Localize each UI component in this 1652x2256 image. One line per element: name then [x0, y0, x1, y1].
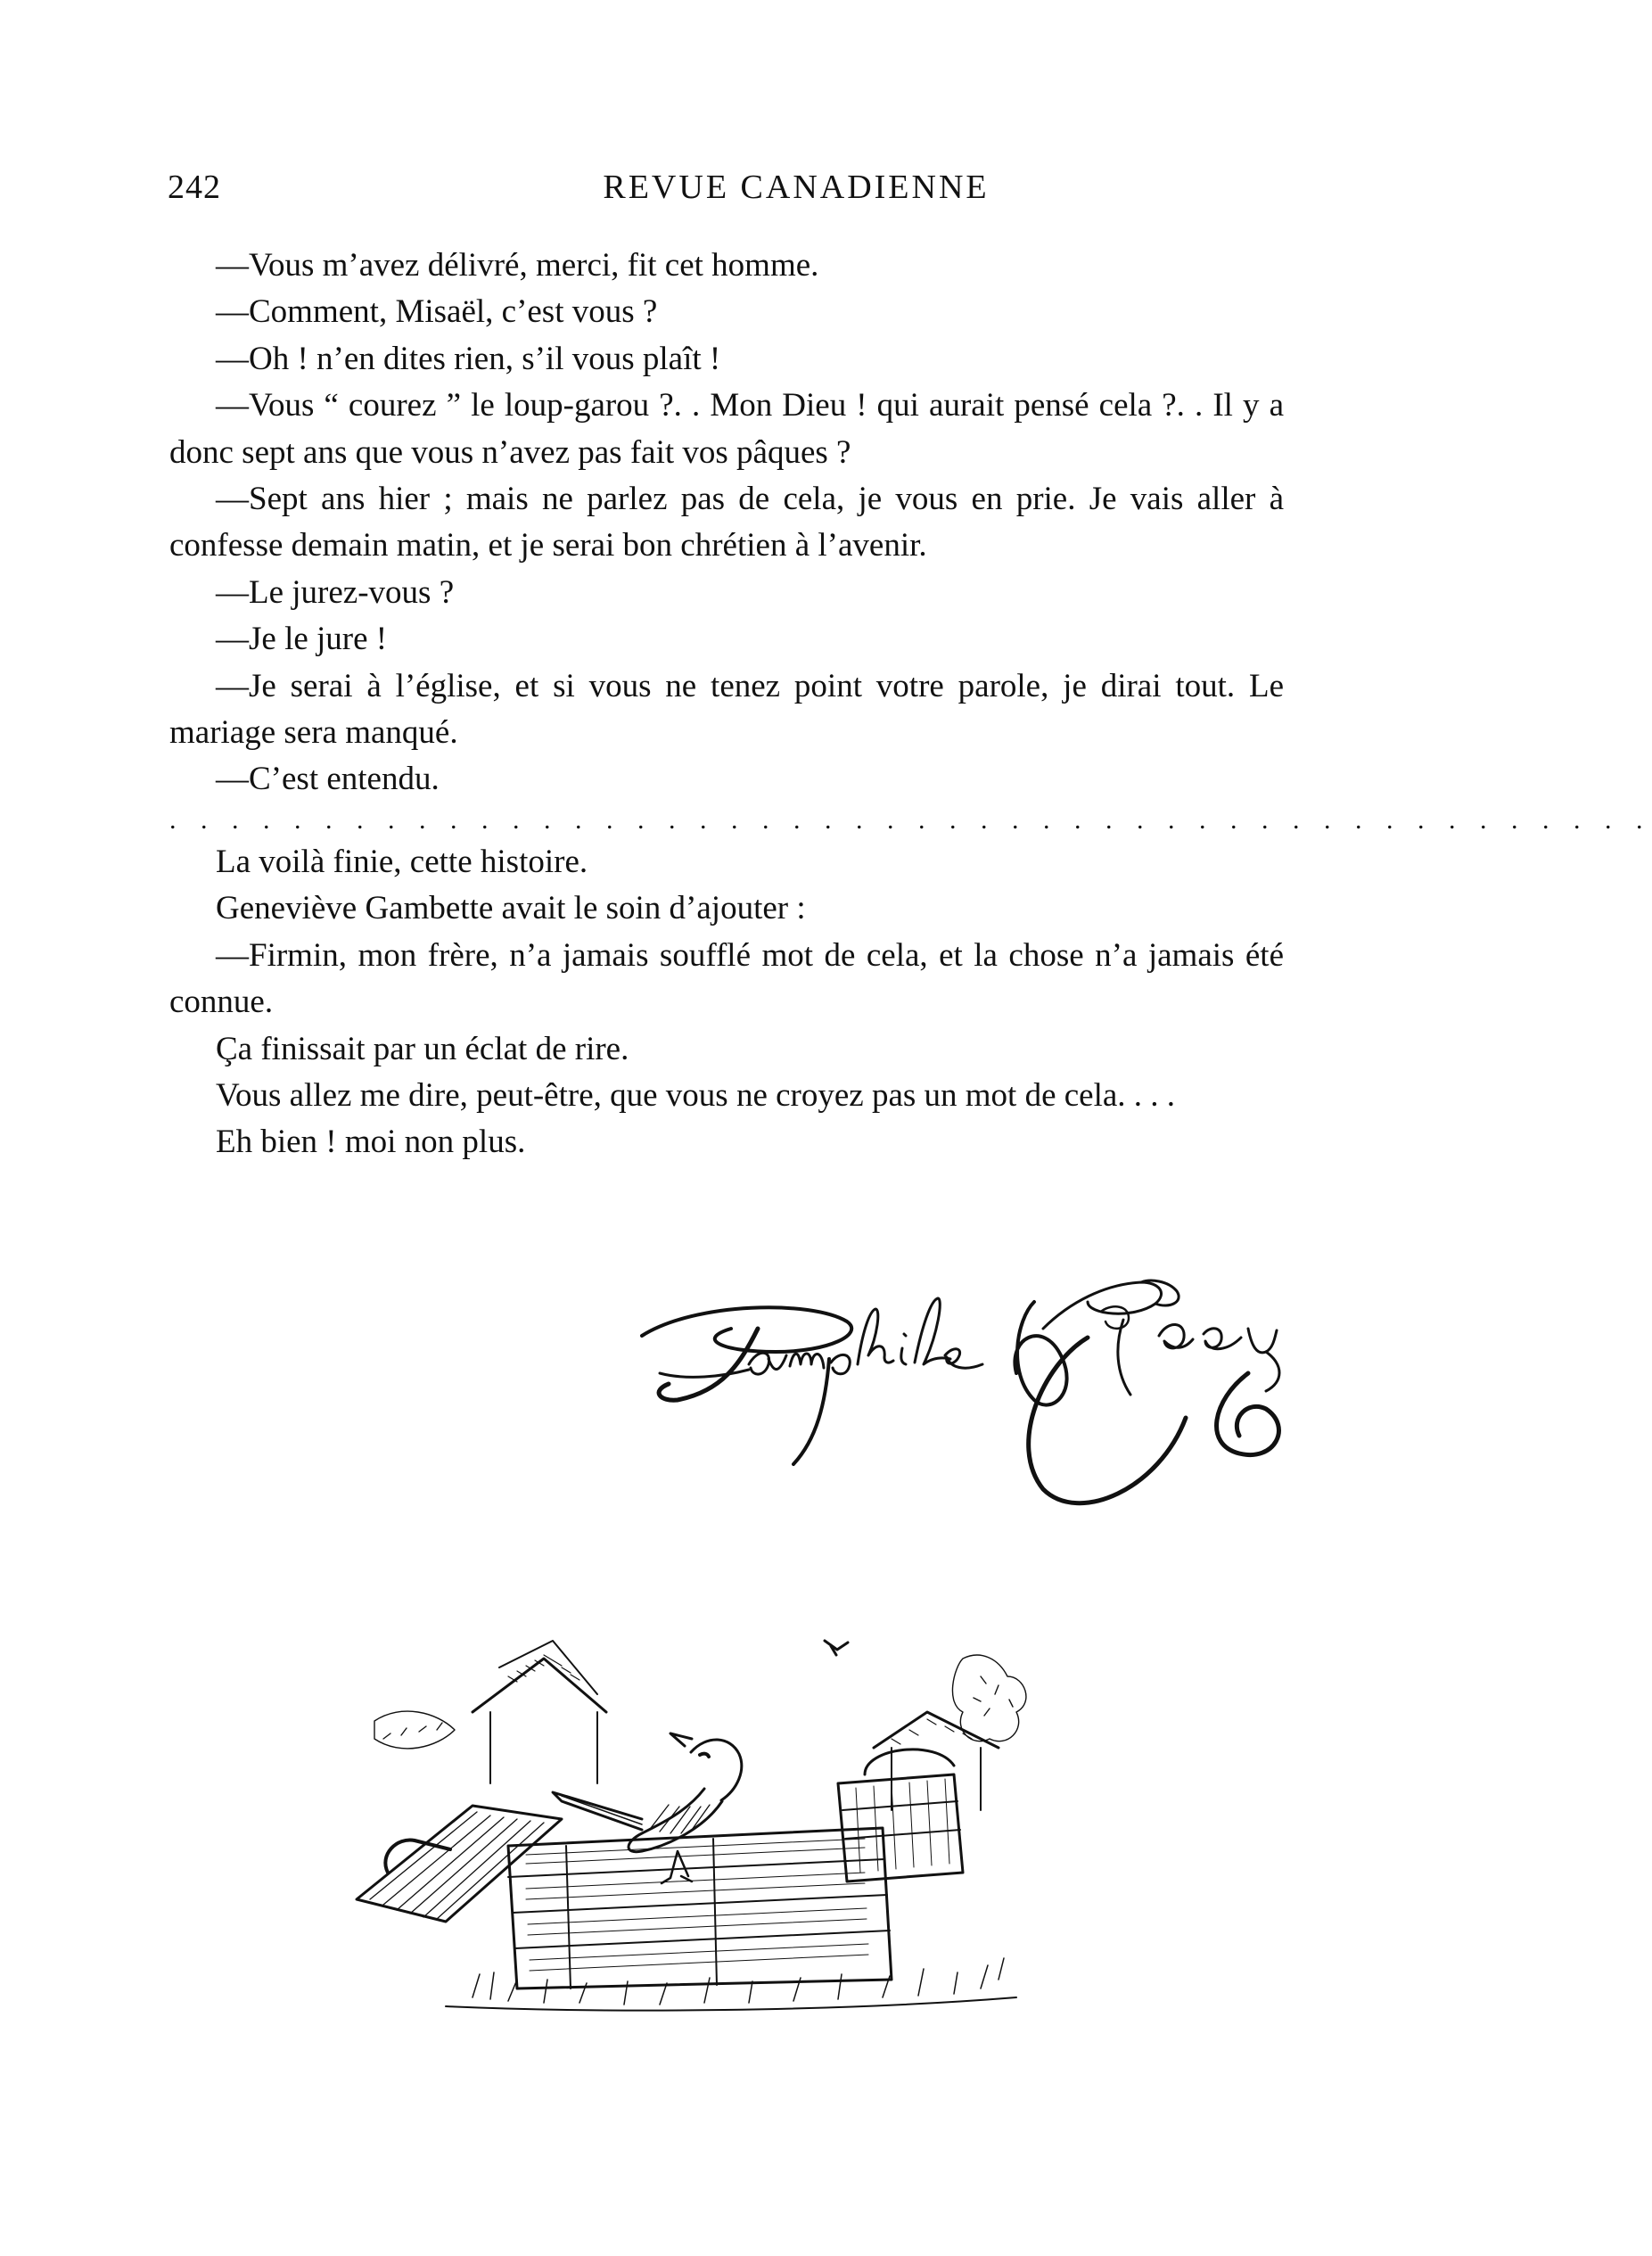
- section-separator: . . . . . . . . . . . . . . . . . . . . . . . . . . . . . . . . . . . . . . . . . . . . . . . .: [169, 804, 1652, 835]
- paragraph: Ça finissait par un éclat de rire.: [216, 1030, 629, 1067]
- page-number: 242: [168, 169, 221, 206]
- running-title: REVUE CANADIENNE: [603, 169, 990, 206]
- paragraph: —Comment, Misaël, c’est vous ?: [216, 293, 658, 331]
- body-text: [169, 243, 1652, 1166]
- paragraph: —Sept ans hier ; mais ne parlez pas de cela, je vous en prie. Je vais aller à confesse demain matin, et je serai bon chrétien à l’avenir.: [169, 481, 1284, 564]
- paragraph: —Le jurez-vous ?: [216, 573, 455, 611]
- paragraph: —Vous “ courez ” le loup-garou ?. . Mon Dieu ! qui aurait pensé cela ?. . Il y a donc sept ans que vous n’avez pas fait vos pâques ?: [169, 387, 1284, 471]
- paragraph: —Je serai à l’église, et si vous ne tenez point votre parole, je dirai tout. Le mariage sera manqué.: [169, 667, 1284, 752]
- paragraph: Vous allez me dire, peut-être, que vous ne croyez pas un mot de cela. . . .: [216, 1076, 1176, 1114]
- paragraph: —C’est entendu.: [216, 761, 440, 798]
- bird-vignette: [339, 1605, 1123, 2015]
- page-header: [168, 168, 1291, 221]
- paragraph: —Je le jure !: [216, 621, 388, 658]
- paragraph: Eh bien ! moi non plus.: [216, 1124, 526, 1161]
- author-signature: [624, 1266, 1302, 1525]
- paragraph: —Firmin, mon frère, n’a jamais soufflé mot de cela, et la chose n’a jamais été connue.: [169, 936, 1284, 1021]
- bird-illustration: [339, 1605, 1123, 2015]
- paragraph: —Vous m’avez délivré, merci, fit cet homme.: [216, 247, 819, 284]
- paragraph: La voilà finie, cette histoire.: [216, 843, 588, 880]
- paragraph: —Oh ! n’en dites rien, s’il vous plaît !: [216, 340, 721, 377]
- signature-drawing: [624, 1266, 1302, 1525]
- paragraph: Geneviève Gambette avait le soin d’ajouter :: [216, 890, 806, 927]
